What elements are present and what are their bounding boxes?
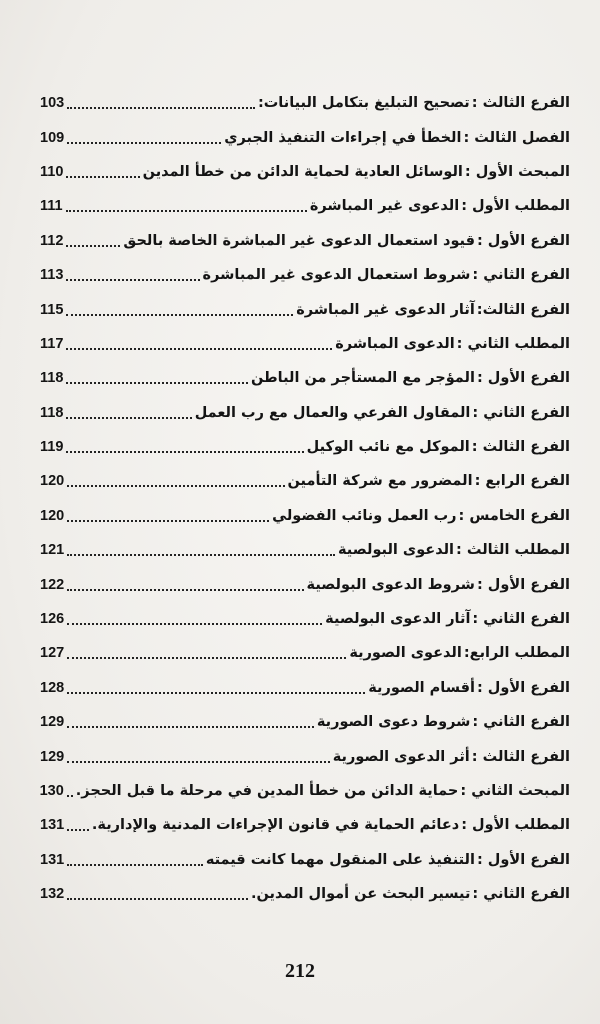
toc-row [40,774,570,808]
toc-page-number: 131 [40,817,65,834]
leader-dots [66,200,307,212]
toc-row [40,464,570,498]
toc-page-number: 109 [40,129,65,146]
toc-page-number: 132 [40,886,65,903]
toc-page-number: 130 [39,783,64,799]
leader-dots [66,304,293,316]
toc-entry-title: الوسائل العادية لحماية الدائن من خطأ المدين [142,163,463,180]
toc-page-number: 113 [40,267,64,284]
toc-entry-title: الدعوى غير المباشرة [309,198,460,215]
toc-row [40,533,570,567]
leader-dots [67,510,269,522]
toc-page-number: 115 [40,301,64,318]
toc-row [40,327,570,361]
leader-dots [66,407,191,419]
toc-entry-title: رب العمل ونائب الفضولي [272,507,457,524]
toc-entry-title: آثار الدعوى البولصية [325,611,471,628]
toc-row [40,224,570,258]
toc-page-number: 122 [40,576,65,593]
toc-row [40,189,570,223]
toc-entry-label: الفرع الثالث : [471,439,570,456]
toc-page-number: 118 [40,370,64,387]
toc-entry-title: المضرور مع شركة التأمين [287,473,473,490]
toc-entry-title: الخطأ في إجراءات التنفيذ الجبري [224,129,462,146]
toc-entry-title: آثار الدعوى غير المباشرة [296,301,475,318]
toc-entry-title: قيود استعمال الدعوى غير المباشرة الخاصة بالحق [123,232,475,249]
toc-entry-label: الفرع الأول : [476,370,570,387]
toc-entry-label: الفرع الثاني : [472,886,570,903]
leader-dots [66,338,332,350]
leader-dots [67,613,322,625]
toc-entry-title: حماية الدائن من خطأ المدين في مرحلة ما قبل الحجز. [75,783,459,799]
toc-page-number: 127 [40,645,65,662]
toc-row [40,155,570,189]
toc-entry-label: الفرع الرابع : [474,473,570,490]
toc-entry-label: المبحث الأول : [464,163,570,180]
toc-page-number: 120 [40,507,65,524]
toc-row [40,396,570,430]
leader-dots [67,475,284,487]
leader-dots [66,269,199,281]
toc-page-number: 103 [40,95,65,112]
toc-page-number: 129 [40,714,65,731]
toc-entry-label: المطلب الثالث : [456,542,570,559]
toc-entry-title: الدعوى الصورية [349,645,462,662]
toc-entry-label: الفرع الثاني : [472,611,570,628]
toc-page-number: 120 [40,473,65,490]
toc-entry-label: الفرع الثاني : [472,714,570,731]
toc-entry-title: تيسير البحث عن أموال المدين. [250,886,471,903]
toc-page-number: 118 [40,404,64,421]
leader-dots [67,132,221,144]
leader-dots [67,854,203,866]
toc-row [40,567,570,601]
toc-row [40,361,570,395]
toc-entry-label: الفرع الأول : [476,576,570,593]
toc-row [40,258,570,292]
toc-row [40,671,570,705]
toc-entry-label: الفرع الأول : [476,679,570,696]
toc-entry-title: أقسام الصورية [368,679,475,696]
toc-page-number: 119 [40,439,64,456]
toc-page-number: 112 [40,232,64,249]
leader-dots [67,785,73,797]
toc-entry-title: شروط دعوى الصورية [316,714,471,731]
toc-row [40,120,570,154]
toc-entry-label: المطلب الرابع: [463,645,570,662]
leader-dots [67,819,89,831]
toc-row [40,808,570,842]
leader-dots [67,716,314,728]
toc-page-number: 110 [40,163,64,180]
toc-entry-label: الفرع الثاني : [472,404,570,421]
toc-entry-title: المؤجر مع المستأجر من الباطن [250,370,475,387]
leader-dots [67,888,248,900]
toc-entry-title: الدعوى المباشرة [335,335,455,352]
toc-entry-label: الفرع الخامس : [458,507,570,524]
toc-entry-title: الموكل مع نائب الوكيل [306,439,470,456]
toc-page-number: 129 [40,748,65,765]
leader-dots [66,441,303,453]
page-number: 212 [285,960,315,982]
toc-row [40,499,570,533]
leader-dots [66,235,120,247]
leader-dots [67,97,255,109]
toc-entry-label: الفرع الثالث : [471,95,570,112]
toc-page-number: 131 [40,851,65,868]
toc-entry-label: الفرع الثاني : [472,267,570,284]
leader-dots [66,166,139,178]
leader-dots [67,544,335,556]
toc-row [40,602,570,636]
toc-page-number: 117 [40,335,64,352]
toc-row [40,739,570,773]
toc-entry-label: الفرع الأول : [476,851,570,868]
toc-page-number: 121 [40,542,65,559]
toc-row [40,430,570,464]
toc-entry-title: شروط استعمال الدعوى غير المباشرة [202,267,471,284]
table-of-contents [40,86,570,911]
leader-dots [67,751,330,763]
toc-entry-label: الفرع الأول : [476,232,570,249]
toc-row [40,877,570,911]
toc-row [40,292,570,326]
toc-page-number: 128 [40,679,65,696]
toc-row [40,86,570,120]
toc-entry-title: دعائم الحماية في قانون الإجراءات المدنية والإدارية. [91,817,460,834]
leader-dots [67,682,365,694]
toc-entry-title: التنفيذ على المنقول مهما كانت قيمته [205,851,475,868]
toc-entry-title: الدعوى البولصية [338,542,454,559]
toc-entry-label: المطلب الثاني : [456,335,570,352]
toc-page-number: 126 [40,611,65,628]
toc-entry-label: الفرع الثالث : [471,748,570,765]
leader-dots [67,579,303,591]
toc-entry-title: شروط الدعوى البولصية [306,576,475,593]
toc-page-number: 111 [40,198,63,215]
toc-entry-title: تصحيح التبليغ بتكامل البيانات: [257,95,470,112]
toc-entry-label: المبحث الثاني : [460,783,570,799]
leader-dots [67,647,346,659]
toc-row [40,843,570,877]
toc-row [40,636,570,670]
toc-entry-label: الفرع الثالث: [476,301,570,318]
toc-entry-label: الفصل الثالث : [463,129,570,146]
toc-entry-title: أثر الدعوى الصورية [332,748,470,765]
toc-entry-label: المطلب الأول : [461,817,570,834]
toc-entry-title: المقاول الفرعي والعمال مع رب العمل [194,404,471,421]
toc-entry-label: المطلب الأول : [461,198,570,215]
toc-row [40,705,570,739]
leader-dots [66,372,248,384]
